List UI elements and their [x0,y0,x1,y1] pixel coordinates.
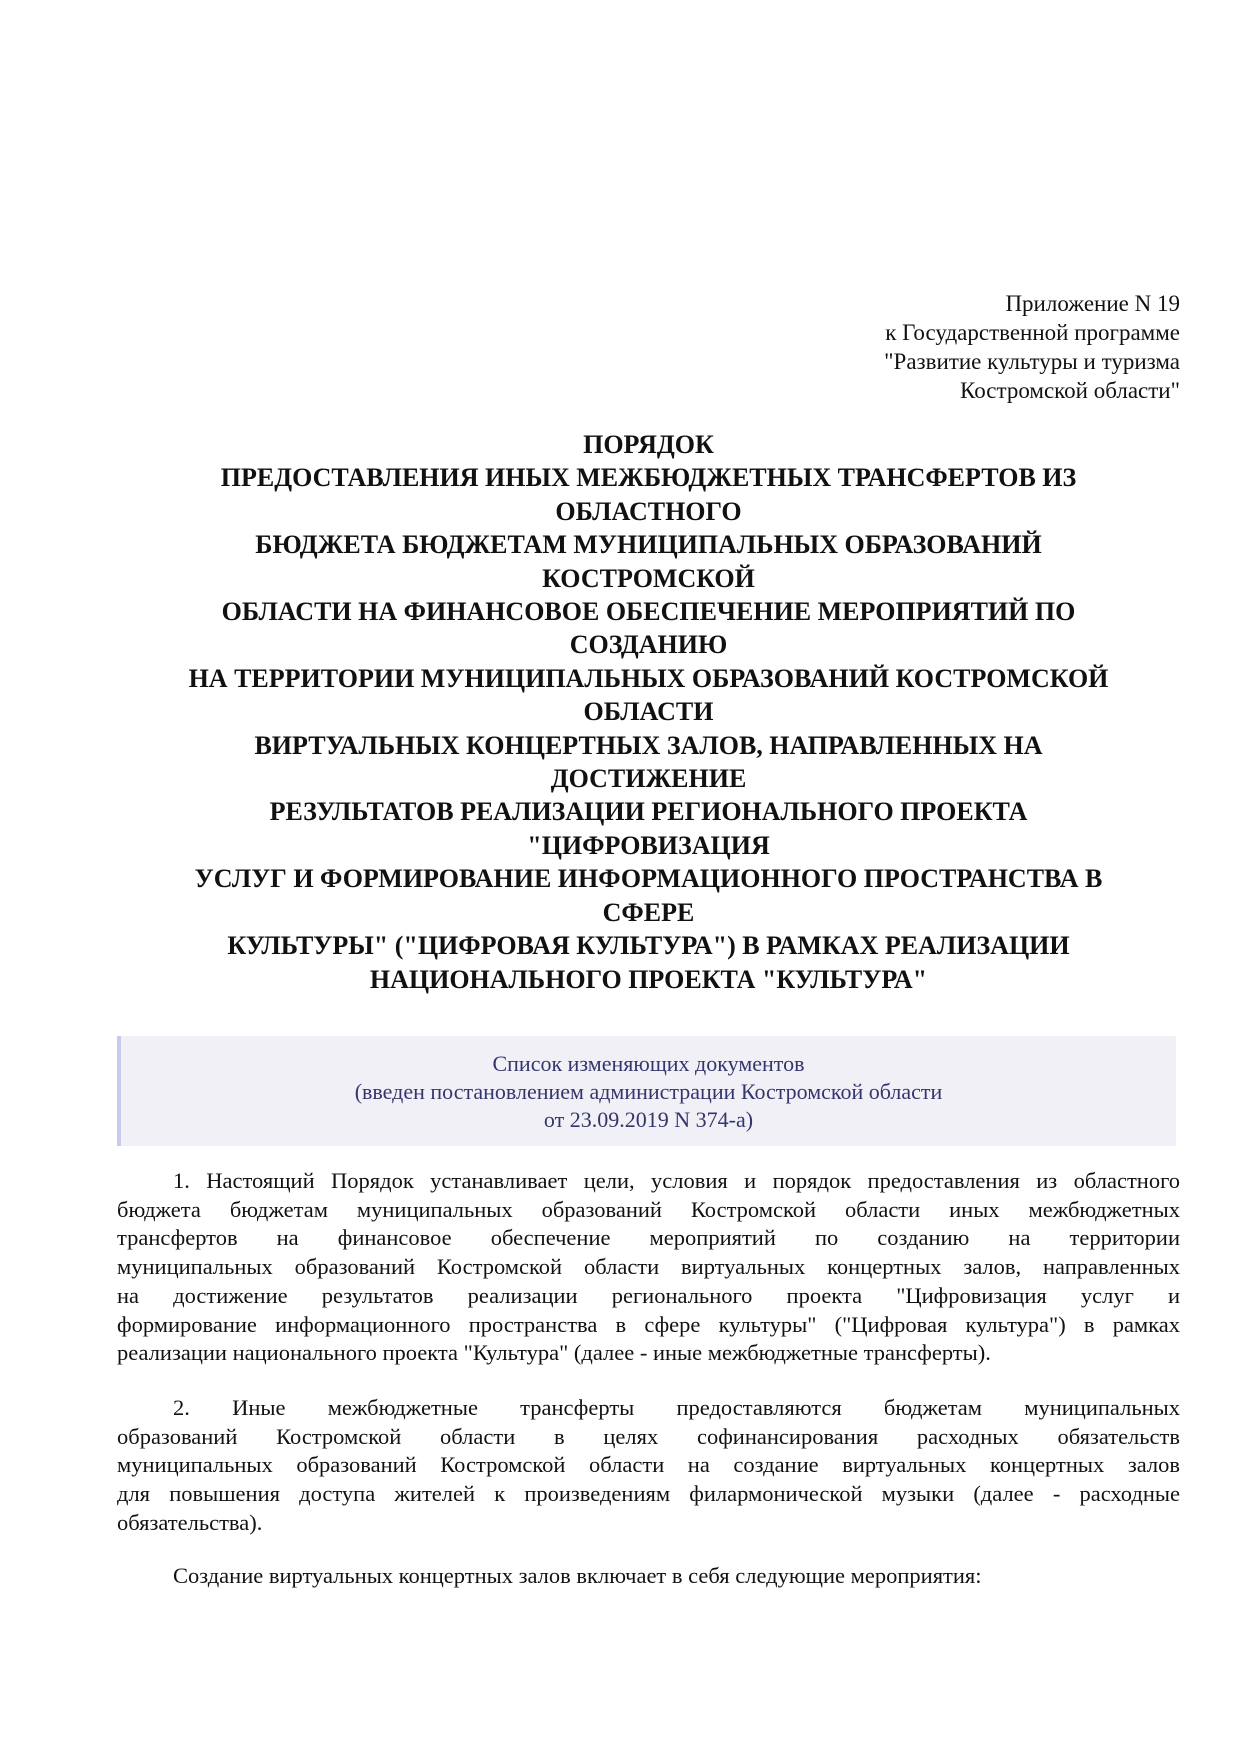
paragraph-3 [117,1562,1180,1591]
appendix-line: "Развитие культуры и туризма [884,349,1180,374]
changes-line: (введен постановлением администрации Костромской области [354,1079,943,1104]
title-line: ПОРЯДОК [583,430,714,459]
amending-documents-box [117,1036,1176,1146]
title-line: ПРЕДОСТАВЛЕНИЯ ИНЫХ МЕЖБЮДЖЕТНЫХ ТРАНСФЕРТОВ ИЗ [220,463,1077,493]
text-line: на достижение результатов реализации регионального проекта "Цифровизация услуг и [117,1282,1180,1308]
title-line: ОБЛАСТИ НА ФИНАНСОВОЕ ОБЕСПЕЧЕНИЕ МЕРОПРИЯТИЙ ПО [221,597,1076,627]
title-line: РЕЗУЛЬТАТОВ РЕАЛИЗАЦИИ РЕГИОНАЛЬНОГО ПРОЕКТА [269,797,1028,827]
title-line: ОБЛАСТИ [583,697,714,727]
title-line: БЮДЖЕТА БЮДЖЕТАМ МУНИЦИПАЛЬНЫХ ОБРАЗОВАНИЙ [255,530,1042,560]
title-line: ДОСТИЖЕНИЕ [550,764,747,794]
text-line: муниципальных образований Костромской области виртуальных концертных залов, направленных [117,1254,1180,1280]
paragraph-2 [117,1394,1180,1538]
title-line: СФЕРЕ [602,897,695,927]
text-line: для повышения доступа жителей к произведениям филармонической музыки (далее - расходные [117,1481,1180,1507]
title-line: КУЛЬТУРЫ" ("ЦИФРОВАЯ КУЛЬТУРА") В РАМКАХ РЕАЛИЗАЦИИ [227,931,1070,961]
text-line: муниципальных образований Костромской области на создание виртуальных концертных залов [117,1452,1180,1478]
appendix-note [884,289,1180,405]
text-line: формирование информационного пространства в сфере культуры" ("Цифровая культура") в рамках [117,1311,1180,1337]
text-line: образований Костромской области в целях софинансирования расходных обязательств [117,1423,1180,1449]
title-line: НА ТЕРРИТОРИИ МУНИЦИПАЛЬНЫХ ОБРАЗОВАНИЙ КОСТРОМСКОЙ [188,663,1109,693]
text-line: бюджета бюджетам муниципальных образований Костромской области иных межбюджетных [117,1196,1180,1222]
text-line: обязательства). [117,1509,263,1535]
appendix-line: Приложение N 19 [1005,291,1180,316]
changes-line: от 23.09.2019 N 374-а) [543,1107,754,1132]
title-line: НАЦИОНАЛЬНОГО ПРОЕКТА "КУЛЬТУРА" [369,964,928,994]
paragraph-1 [117,1167,1180,1368]
text-line: 2. Иные межбюджетные трансферты предоставляются бюджетам муниципальных [173,1395,1180,1420]
title-line: СОЗДАНИЮ [569,630,728,660]
title-line: ОБЛАСТНОГО [555,496,742,526]
document-title [117,428,1180,996]
text-line: трансфертов на финансовое обеспечение мероприятий по созданию на территории [117,1225,1180,1251]
title-line: КОСТРОМСКОЙ [542,563,755,593]
appendix-line: к Государственной программе [885,320,1180,345]
title-line: УСЛУГ И ФОРМИРОВАНИЕ ИНФОРМАЦИОННОГО ПРОСТРАНСТВА В [194,864,1103,894]
appendix-line: Костромской области" [960,378,1180,403]
changes-line: Список изменяющих документов [492,1051,805,1076]
text-line: 1. Настоящий Порядок устанавливает цели, условия и порядок предоставления из областного [173,1168,1180,1193]
text-line: реализации национального проекта "Культура" (далее - иные межбюджетные трансферты). [117,1340,991,1366]
title-line: "ЦИФРОВИЗАЦИЯ [527,830,770,860]
text-line: Создание виртуальных концертных залов включает в себя следующие мероприятия: [173,1563,982,1588]
title-line: ВИРТУАЛЬНЫХ КОНЦЕРТНЫХ ЗАЛОВ, НАПРАВЛЕННЫХ НА [254,730,1043,760]
